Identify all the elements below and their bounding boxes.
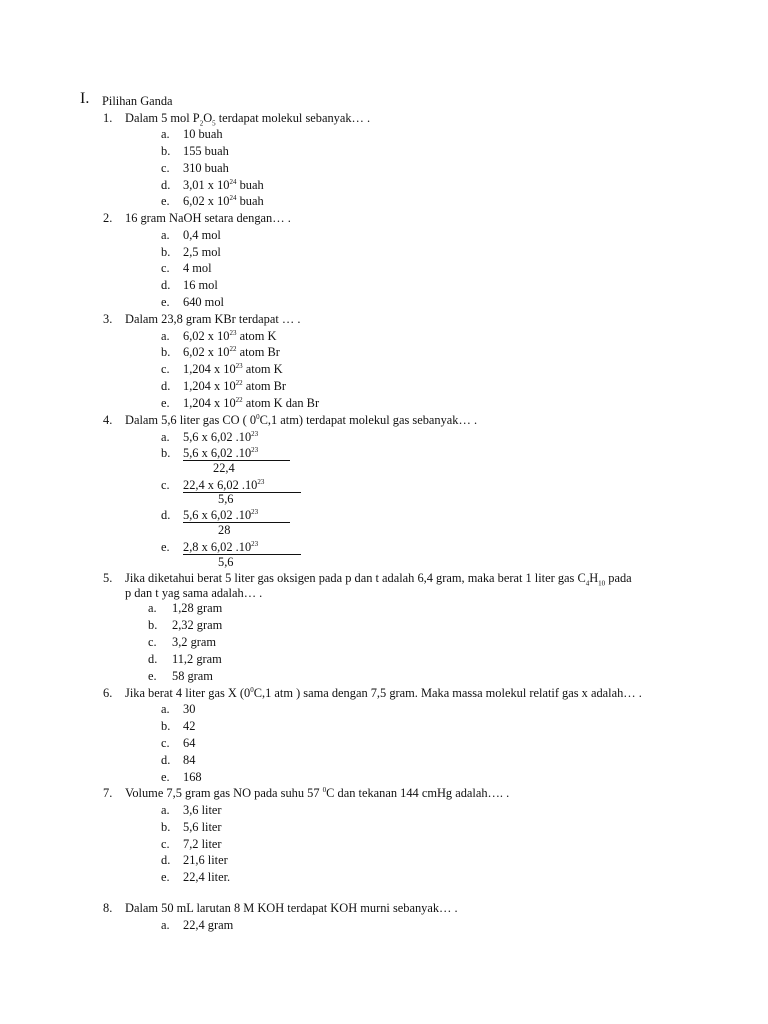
question-4-option-d[interactable]: d. 5,6 x 6,02 $.10^{23}$ bbox=[161, 508, 290, 523]
question-5-text: Jika diketahui berat 5 liter gas oksigen pada p dan t adalah 6,4 gram, maka berat 1 liter gas $C_4H_{10}$ pada bbox=[125, 571, 632, 588]
question-4-option-b-denominator: 22,4 bbox=[213, 461, 235, 475]
question-2-option-c[interactable]: c. 4 mol bbox=[161, 261, 212, 275]
question-7-option-b[interactable]: b. 5,6 liter bbox=[161, 820, 222, 834]
question-4-option-e-denominator: 5,6 bbox=[218, 555, 234, 569]
question-6-number: 6. bbox=[103, 686, 113, 700]
question-4-option-c[interactable]: c. 22,4 x 6,02 $.10^{23}$ bbox=[161, 478, 301, 493]
question-4-option-a[interactable]: a. 5,6 x 6,02 $.10^{23}$ bbox=[161, 429, 259, 444]
question-6-option-d[interactable]: d. 84 bbox=[161, 753, 196, 767]
question-7-option-d[interactable]: d. 21,6 liter bbox=[161, 853, 228, 867]
question-8-number: 8. bbox=[103, 901, 113, 915]
question-6-option-c[interactable]: c. 64 bbox=[161, 736, 196, 750]
question-2-option-e[interactable]: e. 640 mol bbox=[161, 295, 224, 309]
question-2-option-a[interactable]: a. 0,4 mol bbox=[161, 228, 221, 242]
question-3-number: 3. bbox=[103, 312, 113, 326]
question-7-option-c[interactable]: c. 7,2 liter bbox=[161, 837, 222, 851]
question-4-option-d-denominator: 28 bbox=[218, 523, 231, 537]
question-5-option-a[interactable]: a. 1,28 gram bbox=[148, 601, 223, 615]
question-1-option-b[interactable]: b. 155 buah bbox=[161, 144, 229, 158]
question-7-text: Volume 7,5 gram gas NO pada suhu 57 $^0$C dan tekanan 144 cmHg adalah…. . bbox=[125, 785, 510, 800]
question-7-number: 7. bbox=[103, 786, 113, 800]
question-1-option-c[interactable]: c. 310 buah bbox=[161, 161, 229, 175]
question-6-text: Jika berat 4 liter gas X ($0^0C,1$ atm ) sama dengan 7,5 gram. Maka massa molekul relatif gas x adalah… . bbox=[125, 685, 642, 700]
question-4-option-b[interactable]: b. 5,6 x 6,02 $.10^{23}$ bbox=[161, 446, 290, 461]
question-3-option-d[interactable]: d. 1,204 x $10^{22}$ atom Br bbox=[161, 378, 287, 393]
question-4-number: 4. bbox=[103, 413, 113, 427]
question-5-option-b[interactable]: b. 2,32 gram bbox=[148, 618, 223, 632]
question-7-option-e[interactable]: e. 22,4 liter. bbox=[161, 870, 231, 884]
question-5-text-line-2: p dan t yag sama adalah… . bbox=[125, 586, 263, 600]
question-3-option-b[interactable]: b. 6,02 x $10^{22}$ atom Br bbox=[161, 344, 280, 359]
question-8-option-a[interactable]: a. 22,4 gram bbox=[161, 918, 234, 932]
question-1-option-d[interactable]: d. 3,01 x $10^{24}$ buah bbox=[161, 177, 264, 192]
question-1-option-e[interactable]: e. 6,02 x $10^{24}$ buah bbox=[161, 193, 264, 208]
question-1-option-a[interactable]: a. 10 buah bbox=[161, 127, 223, 141]
question-3-text: Dalam 23,8 gram KBr terdapat … . bbox=[125, 312, 301, 326]
question-3-option-a[interactable]: a. 6,02 x $10^{23}$ atom K bbox=[161, 328, 277, 343]
question-2-option-d[interactable]: d. 16 mol bbox=[161, 278, 218, 292]
question-2-number: 2. bbox=[103, 211, 113, 225]
question-5-number: 5. bbox=[103, 571, 113, 585]
question-4-text: Dalam 5,6 liter gas CO ( $0^0C,1$ atm) terdapat molekul gas sebanyak… . bbox=[125, 412, 478, 427]
section-number: I. bbox=[80, 90, 90, 107]
question-5-option-e[interactable]: e. 58 gram bbox=[148, 669, 213, 683]
question-2-text: 16 gram NaOH setara dengan… . bbox=[125, 211, 291, 225]
question-5-option-d[interactable]: d. 11,2 gram bbox=[148, 652, 222, 666]
question-4-option-e[interactable]: e. 2,8 x 6,02 $.10^{23}$ bbox=[161, 540, 301, 555]
question-1-number: 1. bbox=[103, 111, 113, 125]
question-5-option-c[interactable]: c. 3,2 gram bbox=[148, 635, 217, 649]
question-6-option-b[interactable]: b. 42 bbox=[161, 719, 196, 733]
section-title: Pilihan Ganda bbox=[102, 94, 173, 108]
question-2-option-b[interactable]: b. 2,5 mol bbox=[161, 245, 221, 259]
question-6-option-a[interactable]: a. 30 bbox=[161, 702, 196, 716]
question-4-option-c-denominator: 5,6 bbox=[218, 492, 234, 506]
question-7-option-a[interactable]: a. 3,6 liter bbox=[161, 803, 222, 817]
question-6-option-e[interactable]: e. 168 bbox=[161, 770, 202, 784]
question-8-text: Dalam 50 mL larutan 8 M KOH terdapat KOH murni sebanyak… . bbox=[125, 901, 458, 915]
question-3-option-c[interactable]: c. 1,204 x $10^{23}$ atom K bbox=[161, 361, 283, 376]
question-1-text: Dalam 5 mol $P_2O_5$ terdapat molekul sebanyak… . bbox=[125, 111, 371, 128]
question-3-option-e[interactable]: e. 1,204 x $10^{22}$ atom K dan Br bbox=[161, 395, 320, 410]
